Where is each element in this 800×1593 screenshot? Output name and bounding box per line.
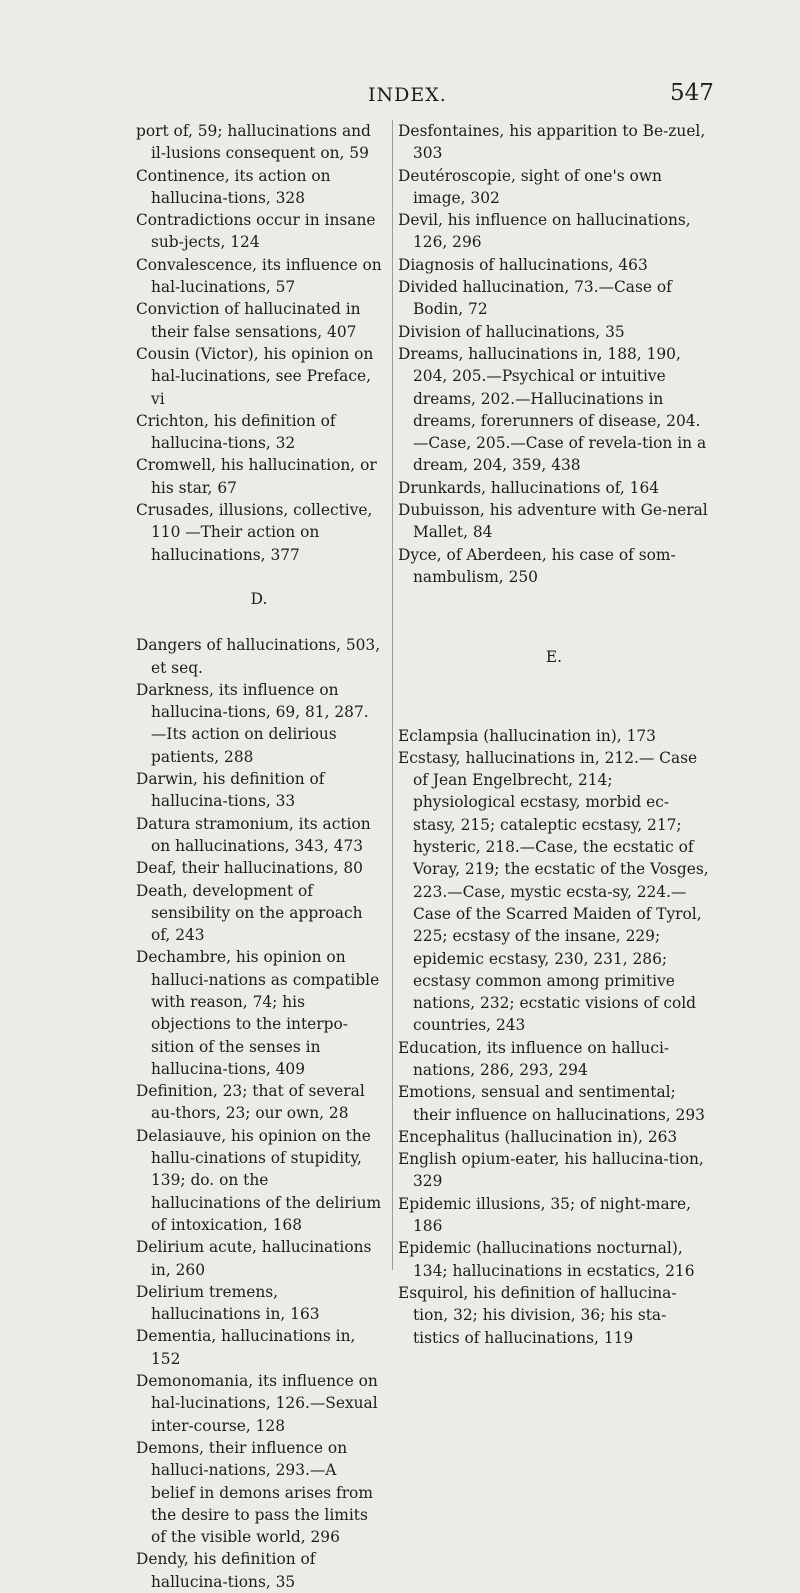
index-entry: Crusades, illusions, collective, 110 —Their action on hallucinations, 377	[136, 501, 373, 564]
index-entry: Emotions, sensual and sentimental; their influence on hallucinations, 293	[398, 1083, 705, 1124]
index-entry: Deaf, their hallucinations, 80	[136, 859, 363, 878]
entries-d	[136, 634, 382, 1593]
section-heading-d: D.	[250, 589, 268, 608]
index-entry: Contradictions occur in insane sub-jects, 124	[136, 211, 376, 252]
index-entry: Crichton, his definition of hallucina-tions, 32	[136, 411, 336, 453]
column-divider	[392, 120, 393, 1270]
index-entry: Divided hallucination, 73.—Case of Bodin, 72	[398, 278, 672, 319]
entries-e	[398, 725, 710, 1349]
index-entry: Demonomania, its influence on hal-lucinations, 126.—Sexual inter-course, 128	[136, 1372, 378, 1435]
index-entry: Delirium acute, hallucinations in, 260	[136, 1238, 372, 1279]
index-entry: Ecstasy, hallucinations in, 212.— Case of Jean Engelbrecht, 214; physiological ecstasy, morbid ec-stasy, 215; cataleptic ecstasy, 217; hysteric, 218.—Case, the ecstatic of Voray, 219; the ecstatic of the Vosges, 223.—Case, mystic ecsta-sy, 224.—Case of the Scarred Maiden of Tyrol, 225; ecstasy of the insane, 229; epidemic ecstasy, 230, 231, 286; ecstasy common among primitive nations, 232; ecstatic visions of cold countries, 243	[398, 748, 709, 1035]
index-entry: Diagnosis of hallucinations, 463	[398, 255, 648, 274]
right-column	[398, 120, 710, 1349]
index-entry: Dubuisson, his adventure with Ge-neral Mallet, 84	[398, 501, 708, 542]
index-entry: Drunkards, hallucinations of, 164	[398, 478, 660, 497]
index-entry: Division of hallucinations, 35	[398, 322, 625, 341]
index-entry: Datura stramonium, its action on hallucinations, 343, 473	[136, 814, 371, 855]
index-entry: Cousin (Victor), his opinion on hal-lucinations, see Preface, vi	[136, 344, 374, 408]
index-entry: Continence, its action on hallucina-tions, 328	[136, 166, 331, 207]
index-entry: Demons, their influence on halluci-nations, 293.—A belief in demons arises from the desire to pass the limits of the visible world, 296	[136, 1438, 373, 1547]
index-entry: Dyce, of Aberdeen, his case of som-nambulism, 250	[398, 545, 676, 586]
index-entry: Delasiauve, his opinion on the hallu-cinations of stupidity, 139; do. on the hallucinations of the delirium of intoxication, 168	[136, 1126, 382, 1234]
index-entry: Deutéroscopie, sight of one's own image, 302	[398, 166, 662, 207]
entries-d-continued	[398, 120, 710, 588]
page-number: 547	[670, 80, 714, 106]
index-entry: Delirium tremens, hallucinations in, 163	[136, 1282, 320, 1324]
index-entry: Esquirol, his definition of hallucina-tion, 32; his division, 36; his sta-tistics of hallucinations, 119	[398, 1283, 677, 1347]
index-entry: Eclampsia (hallucination in), 173	[398, 726, 656, 745]
index-entry: Dangers of hallucinations, 503, et seq.	[136, 636, 381, 677]
entries-c	[136, 120, 382, 566]
index-entry: Epidemic illusions, 35; of night-mare, 186	[398, 1194, 691, 1236]
index-entry: Dechambre, his opinion on halluci-nations as compatible with reason, 74; his objections to the interpo-sition of the senses in hallucina-tions, 409	[136, 948, 380, 1078]
index-entry: Epidemic (hallucinations nocturnal), 134; hallucinations in ecstatics, 216	[398, 1239, 695, 1280]
index-entry: Devil, his influence on hallucinations, 126, 296	[398, 211, 691, 252]
index-entry: Darwin, his definition of hallucina-tions, 33	[136, 770, 325, 811]
page-header	[0, 80, 800, 110]
index-entry: Definition, 23; that of several au-thors, 23; our own, 28	[136, 1082, 365, 1123]
section-heading-e: E.	[545, 648, 563, 667]
index-entry: Cromwell, his hallucination, or his star, 67	[136, 456, 377, 497]
index-entry: Dementia, hallucinations in, 152	[136, 1327, 356, 1368]
index-entry: Conviction of hallucinated in their false sensations, 407	[136, 300, 361, 341]
index-entry: Darkness, its influence on hallucina-tions, 69, 81, 287.—Its action on delirious patients, 288	[136, 680, 369, 766]
index-entry: Encephalitus (hallucination in), 263	[398, 1127, 678, 1146]
left-column	[136, 120, 382, 1593]
index-entry: Dreams, hallucinations in, 188, 190, 204, 205.—Psychical or intuitive dreams, 202.—Hallucinations in dreams, forerunners of disease, 204.—Case, 205.—Case of revela-tion in a dream, 204, 359, 438	[398, 344, 707, 475]
index-entry: English opium-eater, his hallucina-tion, 329	[398, 1150, 704, 1191]
index-entry: Death, development of sensibility on the approach of, 243	[136, 881, 363, 945]
running-head: INDEX.	[368, 84, 447, 106]
index-entry: Desfontaines, his apparition to Be-zuel, 303	[398, 122, 706, 163]
index-entry: Education, its influence on halluci-nations, 286, 293, 294	[398, 1038, 670, 1079]
index-entry: Convalescence, its influence on hal-lucinations, 57	[136, 255, 382, 297]
index-entry: port of, 59; hallucinations and il-lusions consequent on, 59	[136, 122, 371, 163]
index-entry: Dendy, his definition of hallucina-tions, 35	[136, 1550, 316, 1591]
